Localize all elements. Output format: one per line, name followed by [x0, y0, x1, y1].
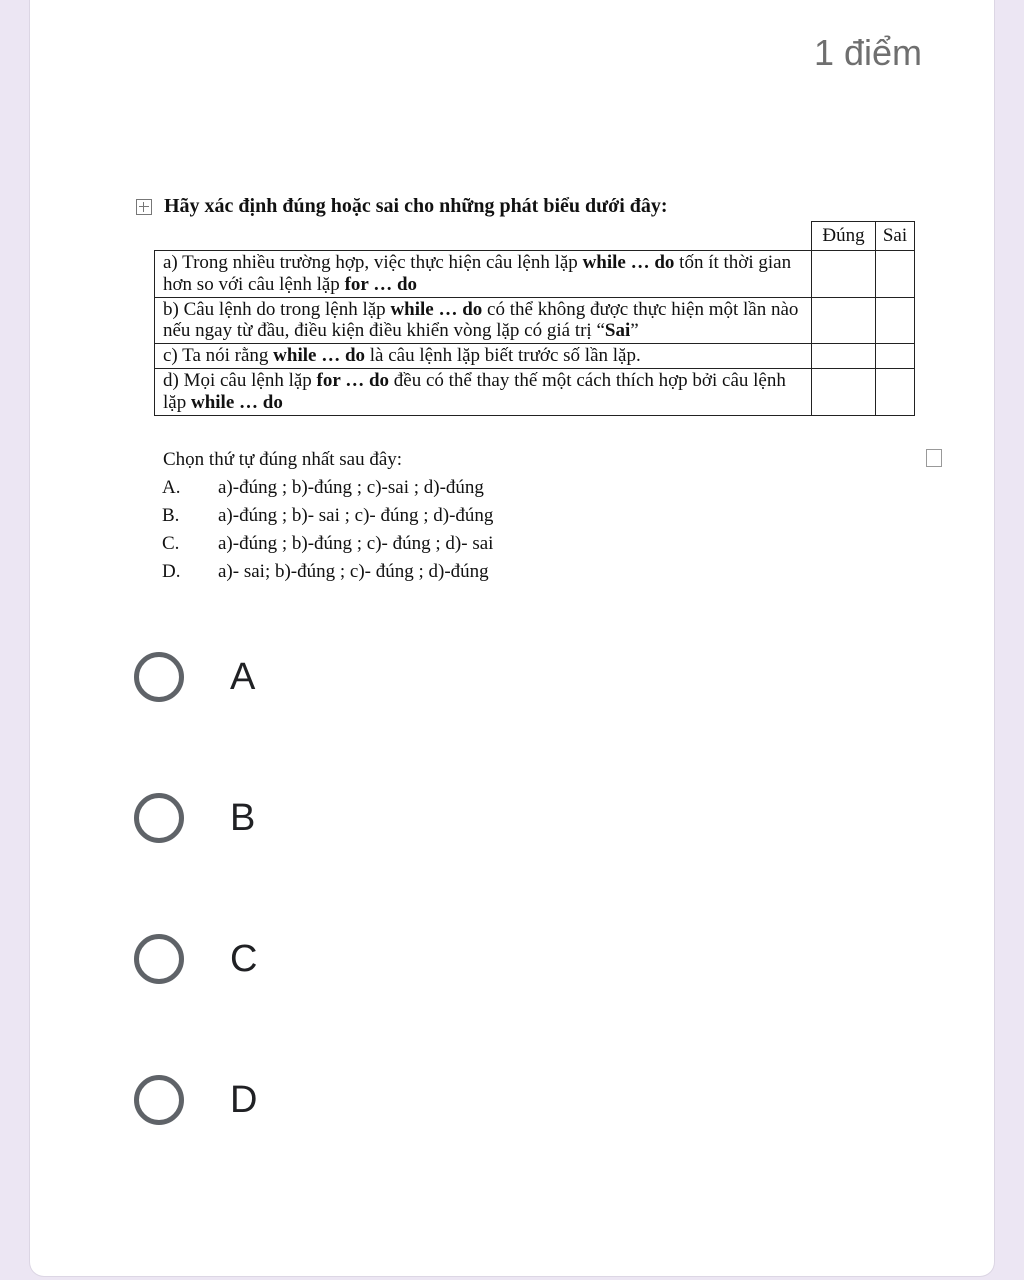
radio-button-c[interactable]	[134, 934, 184, 984]
true-cell	[812, 369, 876, 416]
statement-text: có thể không được thực hiện một lần nào nếu ngay từ đầu, điều kiện điều khiển vòng lặp có giá trị “	[163, 298, 799, 342]
option-line	[162, 477, 484, 499]
statement-text: a) Trong nhiều trường hợp, việc thực hiện câu lệnh lặp	[163, 251, 583, 273]
statement-text: d) Mọi câu lệnh lặp	[163, 370, 317, 392]
statement-cell	[155, 369, 812, 416]
table-row	[155, 250, 915, 297]
question-heading-text: Hãy xác định đúng hoặc sai cho những phát biểu dưới đây:	[164, 195, 668, 217]
statement-cell	[155, 297, 812, 344]
option-line	[162, 533, 493, 555]
statement-keyword: while … do	[582, 251, 675, 273]
choice-a[interactable]	[134, 652, 255, 702]
table-header-false: Sai	[876, 222, 915, 251]
true-cell	[812, 297, 876, 344]
choice-c[interactable]	[134, 934, 257, 984]
choice-label-c: C	[230, 937, 258, 980]
table-row	[155, 369, 915, 416]
choice-b[interactable]	[134, 793, 255, 843]
table-header-true: Đúng	[812, 222, 876, 251]
statement-keyword: while … do	[273, 345, 366, 367]
option-text: a)-đúng ; b)- sai ; c)- đúng ; d)-đúng	[218, 505, 494, 526]
statement-text: c) Ta nói rằng	[163, 345, 274, 367]
option-letter: C.	[162, 533, 180, 554]
question-heading	[136, 195, 668, 218]
option-letter: B.	[162, 505, 180, 526]
table-row	[155, 297, 915, 344]
statement-keyword: for … do	[316, 370, 390, 392]
option-text: a)- sai; b)-đúng ; c)- đúng ; d)-đúng	[218, 561, 489, 582]
option-text: a)-đúng ; b)-đúng ; c)- đúng ; d)- sai	[218, 533, 494, 554]
true-false-table	[154, 221, 915, 416]
choice-d[interactable]	[134, 1075, 257, 1125]
radio-button-b[interactable]	[134, 793, 184, 843]
table-row	[155, 344, 915, 369]
statement-cell	[155, 250, 812, 297]
statement-text: đều có thể thay thế một cách thích hợp bởi câu lệnh lặp	[163, 370, 786, 413]
false-cell	[876, 297, 915, 344]
option-letter: D.	[162, 561, 181, 582]
statement-text: b) Câu lệnh do trong lệnh lặp	[163, 298, 391, 320]
option-line	[162, 561, 489, 583]
statement-cell	[155, 344, 812, 369]
statement-text: là câu lệnh lặp biết trước số lần lặp.	[365, 345, 641, 367]
option-letter: A.	[162, 477, 181, 498]
false-cell	[876, 369, 915, 416]
true-cell	[812, 344, 876, 369]
statement-keyword: while … do	[390, 298, 483, 320]
option-text: a)-đúng ; b)-đúng ; c)-sai ; d)-đúng	[218, 477, 484, 498]
question-prompt: Chọn thứ tự đúng nhất sau đây:	[163, 449, 403, 470]
points-label: 1 điểm	[813, 32, 922, 73]
move-handle-icon	[136, 199, 152, 215]
choice-label-d: D	[230, 1078, 258, 1121]
question-image	[130, 185, 960, 605]
table-end-marker	[926, 449, 942, 467]
question-card	[30, 0, 994, 1276]
statement-text: tốn ít thời gian hơn so với câu lệnh lặp	[163, 251, 792, 295]
choice-label-b: B	[230, 796, 256, 839]
choice-label-a: A	[230, 655, 256, 698]
false-cell	[876, 250, 915, 297]
table-header-blank	[155, 222, 812, 251]
statement-text: ”	[630, 320, 639, 342]
radio-button-a[interactable]	[134, 652, 184, 702]
statement-keyword: while … do	[190, 391, 283, 413]
statement-keyword: Sai	[604, 320, 631, 342]
statement-keyword: for … do	[344, 273, 418, 295]
false-cell	[876, 344, 915, 369]
true-cell	[812, 250, 876, 297]
radio-button-d[interactable]	[134, 1075, 184, 1125]
option-line	[162, 505, 493, 527]
